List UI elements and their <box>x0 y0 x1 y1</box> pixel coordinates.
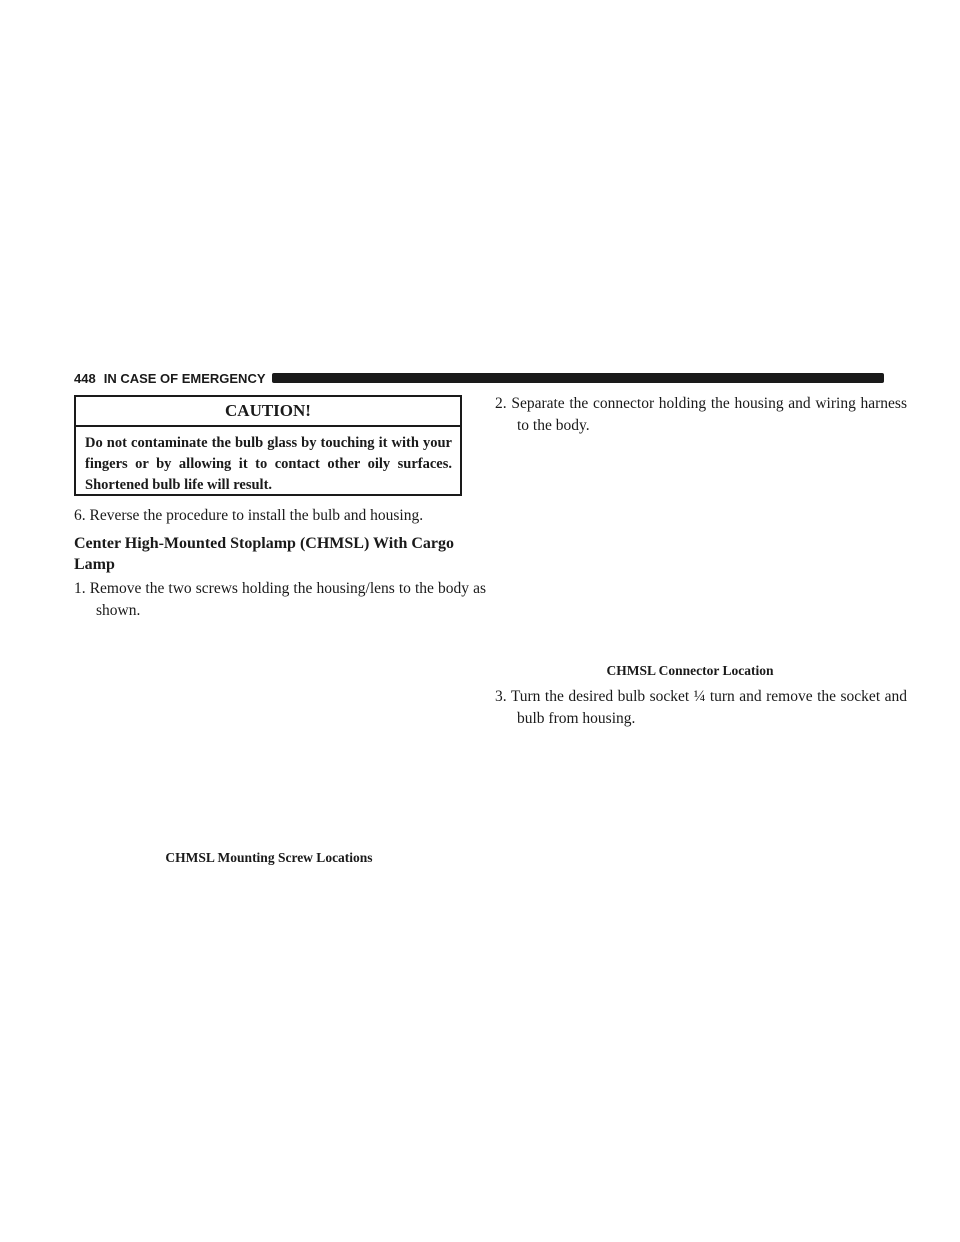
step-2: 2. Separate the connector holding the housing and wiring harness to the body. <box>495 395 907 434</box>
mounting-screw-caption: CHMSL Mounting Screw Locations <box>165 850 373 865</box>
page-number: 448 <box>74 370 96 386</box>
caution-text: Do not contaminate the bulb glass by touching it with your fingers or by allowing it to contact other oily surfaces. Shortened bulb life will result. <box>85 435 452 493</box>
step-6: 6. Reverse the procedure to install the bulb and housing. <box>74 507 424 524</box>
section-title: IN CASE OF EMERGENCY <box>103 370 266 386</box>
page-header <box>74 370 884 386</box>
connector-figure <box>495 440 885 655</box>
connector-caption: CHMSL Connector Location <box>606 663 774 678</box>
caution-box <box>74 395 462 496</box>
mounting-screw-figure <box>74 625 464 840</box>
section-heading: Center High-Mounted Stoplamp (CHMSL) With Cargo Lamp <box>74 535 455 573</box>
header-rule <box>272 373 885 383</box>
step-1: 1. Remove the two screws holding the housing/lens to the body as shown. <box>74 580 486 619</box>
step-3: 3. Turn the desired bulb socket ¼ turn and remove the socket and bulb from housing. <box>495 688 907 727</box>
caution-title: CAUTION! <box>76 397 460 427</box>
